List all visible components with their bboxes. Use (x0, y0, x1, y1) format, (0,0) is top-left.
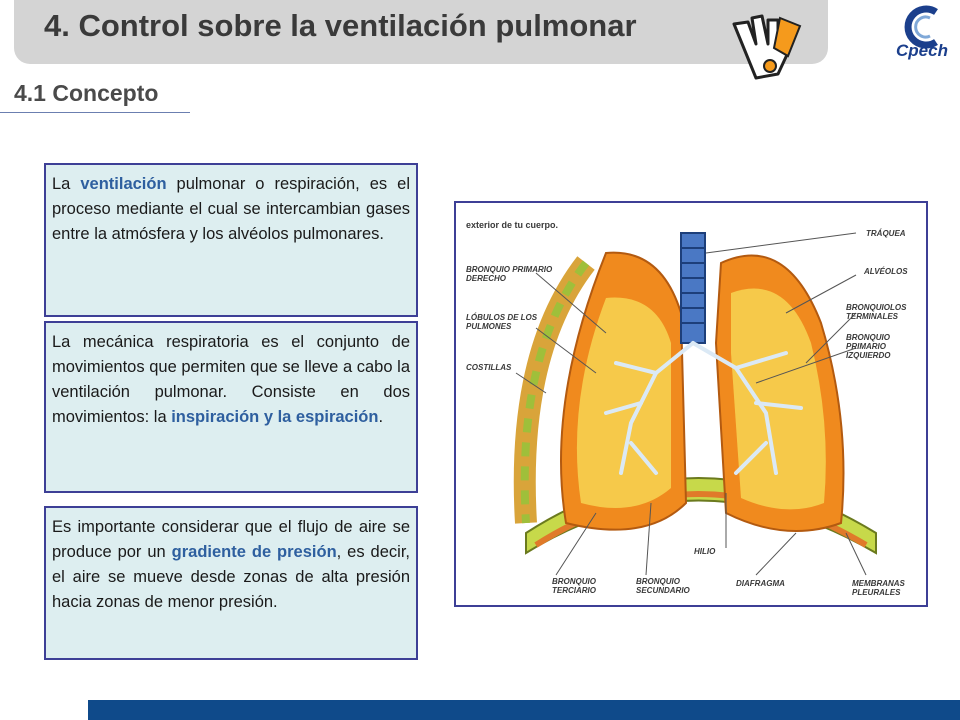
logo-text: Cpech (896, 41, 948, 60)
label-bronquio-primario-derecho: BRONQUIO PRIMARIO DERECHO (466, 265, 553, 283)
label-membranas: MEMBRANAS PLEURALES (852, 579, 905, 597)
label-diafragma: DIAFRAGMA (736, 579, 785, 588)
box2-highlight: inspiración y la espiración (171, 408, 379, 426)
box1-text-b: pulmonar o respiración, es el proceso mediante el cual se intercambian gases entre la atmósfera y los alvéolos pulmonares. (52, 175, 410, 243)
box3-text-b: , es decir, el aire se mueve desde zonas de alta presión hacia zonas de menor presión. (52, 543, 410, 611)
box1-highlight: ventilación (80, 175, 167, 193)
subtitle-underline (0, 112, 190, 113)
page-title: 4. Control sobre la ventilación pulmonar (44, 8, 637, 43)
footer-bar (88, 700, 960, 720)
label-lobulos: LÓBULOS DE LOS PULMONES (466, 313, 538, 331)
concept-box-pressure (44, 506, 418, 660)
pointing-hand-icon (726, 4, 806, 84)
label-bronquio-izquierdo: BRONQUIO PRIMARIO IZQUIERDO (846, 333, 891, 360)
box3-highlight: gradiente de presión (171, 543, 337, 561)
label-bronquio-terciario: BRONQUIO TERCIARIO (552, 577, 596, 595)
box3-text-a: Es importante considerar que el flujo de aire se produce por un (52, 518, 410, 561)
box1-text-a: La (52, 175, 81, 193)
label-hilio: HILIO (694, 547, 716, 556)
lungs-illustration (454, 201, 928, 607)
figure-caption: exterior de tu cuerpo. (466, 220, 559, 230)
concept-box-ventilation (44, 163, 418, 317)
box2-text-b: . (378, 408, 384, 426)
cpech-logo-icon (890, 2, 956, 72)
label-alveolos: ALVÉOLOS (864, 267, 908, 276)
section-subtitle: 4.1 Concepto (14, 80, 159, 106)
box2-text-a: La mecánica respiratoria es el conjunto de movimientos que permiten que se lleve a cabo la ventilación pulmonar. Consiste en dos movimientos: la (52, 333, 410, 426)
label-costillas: COSTILLAS (466, 363, 512, 372)
lungs-drawing (456, 203, 926, 605)
label-traquea: TRÁQUEA (866, 229, 906, 238)
label-bronquio-secundario: BRONQUIO SECUNDARIO (636, 577, 690, 595)
concept-box-mechanics (44, 321, 418, 493)
label-bronquiolos: BRONQUIOLOS TERMINALES (846, 303, 907, 321)
